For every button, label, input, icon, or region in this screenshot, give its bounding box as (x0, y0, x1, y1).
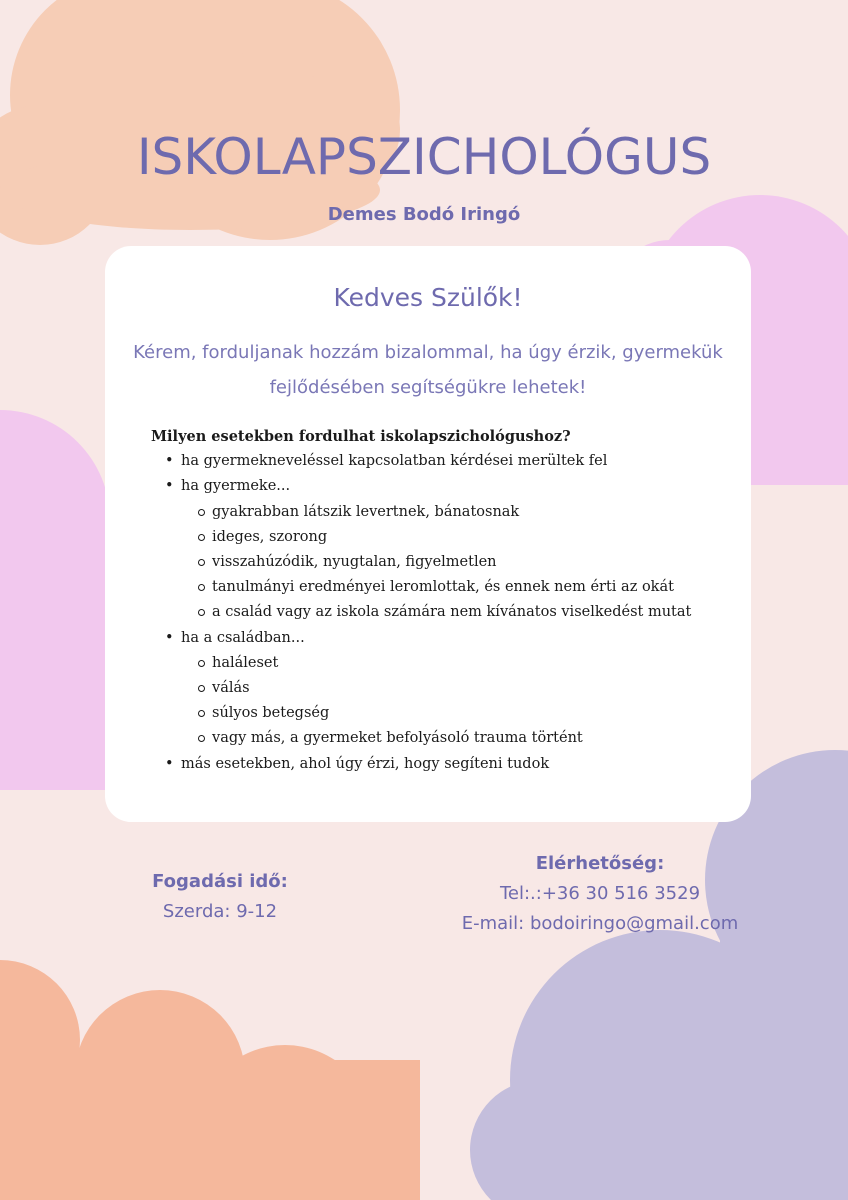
list-item (151, 626, 731, 752)
sub-list-item: tanulmányi eredményei leromlottak, és ennek nem érti az okát (181, 575, 731, 600)
greeting-heading: Kedves Szülők! (333, 283, 523, 312)
intro-line-1: Kérem, forduljanak hozzám bizalommal, ha úgy érzik, gyermekük (133, 342, 723, 363)
author-name: Demes Bodó Iringó (327, 204, 521, 225)
page-title: ISKOLAPSZICHOLÓGUS (136, 128, 712, 186)
intro-line-2: fejlődésében segítségükre lehetek! (269, 377, 587, 398)
list-item (151, 474, 731, 625)
contact-info (420, 849, 780, 939)
sub-list-item: súlyos betegség (181, 701, 731, 726)
cases-section (151, 424, 731, 777)
list-item-text: ha gyermeke... (181, 478, 291, 495)
message-card (105, 246, 751, 822)
list-item-text: ha gyermekneveléssel kapcsolatban kérdései merültek fel (181, 453, 608, 470)
cases-question: Milyen esetekben fordulhat iskolapszichológushoz? (151, 428, 571, 445)
office-hours-value: Szerda: 9-12 (162, 901, 278, 922)
family-events-list (181, 651, 731, 752)
list-item (151, 752, 731, 777)
contact-phone: Tel:.:+36 30 516 3529 (499, 883, 701, 904)
list-item (151, 449, 731, 474)
office-hours-heading: Fogadási idő: (152, 871, 288, 892)
cases-list (151, 449, 731, 777)
sub-list-item: válás (181, 676, 731, 701)
sub-list-item: a család vagy az iskola számára nem kívánatos viselkedést mutat (181, 600, 731, 625)
office-hours (100, 867, 340, 927)
child-symptoms-list (181, 500, 731, 626)
contact-email: E-mail: bodoiringo@gmail.com (461, 913, 739, 934)
sub-list-item: gyakrabban látszik levertnek, bánatosnak (181, 500, 731, 525)
sub-list-item: ideges, szorong (181, 525, 731, 550)
sub-list-item: visszahúzódik, nyugtalan, figyelmetlen (181, 550, 731, 575)
sub-list-item: haláleset (181, 651, 731, 676)
list-item-text: ha a családban... (181, 629, 305, 646)
intro-text (119, 335, 737, 405)
list-item-text: más esetekben, ahol úgy érzi, hogy segíteni tudok (181, 755, 550, 772)
contact-heading: Elérhetőség: (535, 853, 665, 874)
sub-list-item: vagy más, a gyermeket befolyásoló trauma történt (181, 726, 731, 751)
